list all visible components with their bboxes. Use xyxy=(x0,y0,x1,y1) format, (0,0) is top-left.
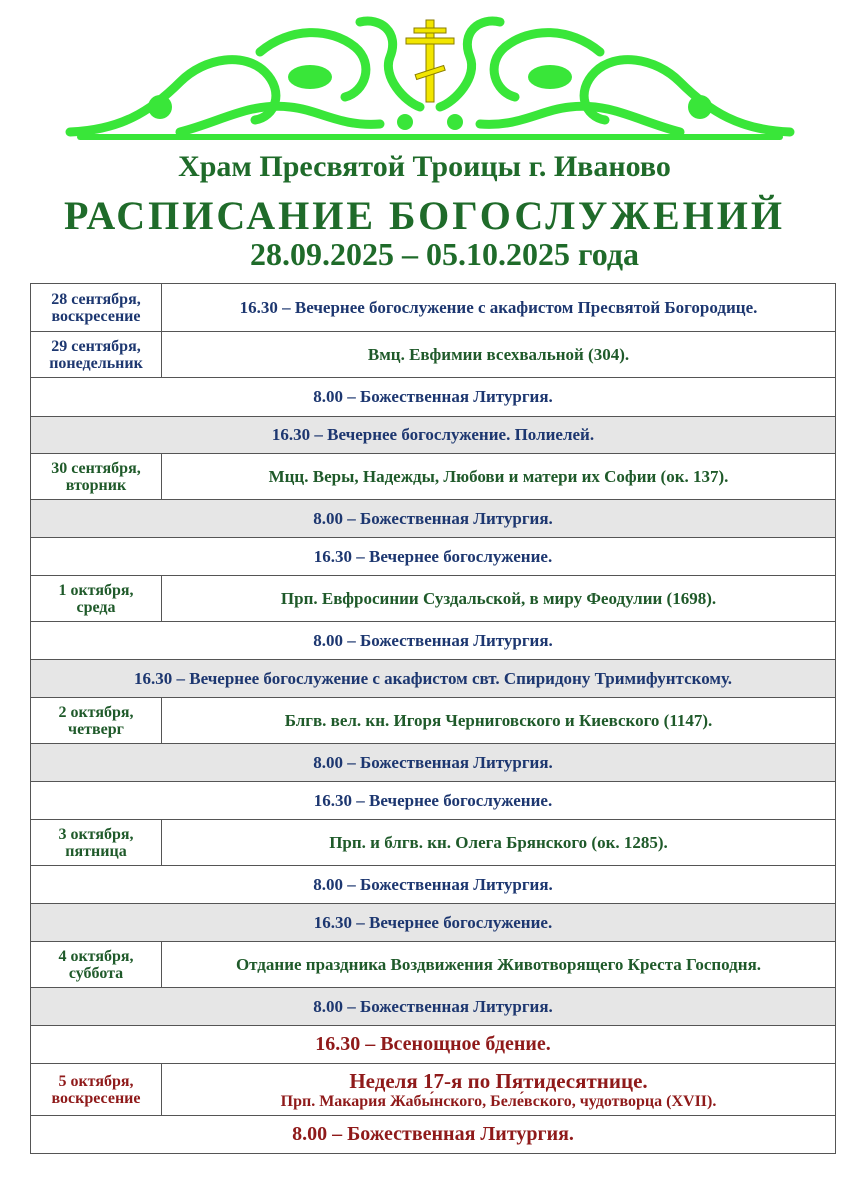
service-cell: Мцц. Веры, Надежды, Любови и матери их Софии (ок. 137). xyxy=(162,454,836,500)
table-row xyxy=(31,698,836,744)
table-row xyxy=(31,378,836,417)
service-cell: 16.30 – Вечернее богослужение с акафистом свт. Спиридону Тримифунтскому. xyxy=(31,660,836,698)
service-cell: Прп. и блгв. кн. Олега Брянского (ок. 1285). xyxy=(162,820,836,866)
table-row xyxy=(31,660,836,698)
feast-subtitle: Прп. Макария Жабы́нского, Беле́вского, чудотворца (XVII). xyxy=(280,1092,717,1110)
day-cell: 4 октября, суббота xyxy=(31,942,162,988)
table-row xyxy=(31,1116,836,1154)
cross-icon xyxy=(406,20,454,102)
service-cell: 8.00 – Божественная Литургия. xyxy=(31,500,836,538)
service-cell: 8.00 – Божественная Литургия. xyxy=(31,988,836,1026)
church-name: Храм Пресвятой Троицы г. Иваново xyxy=(178,150,671,183)
day-cell: 3 октября, пятница xyxy=(31,820,162,866)
service-cell: 8.00 – Божественная Литургия. xyxy=(31,866,836,904)
service-cell: 8.00 – Божественная Литургия. xyxy=(31,622,836,660)
day-cell: 30 сентября, вторник xyxy=(31,454,162,500)
service-cell: Прп. Евфросинии Суздальской, в миру Феодулии (1698). xyxy=(162,576,836,622)
day-cell: 1 октября, среда xyxy=(31,576,162,622)
service-cell: Блгв. вел. кн. Игоря Черниговского и Киевского (1147). xyxy=(162,698,836,744)
table-row xyxy=(31,782,836,820)
table-row xyxy=(31,1064,836,1116)
service-cell: 16.30 – Вечернее богослужение. xyxy=(31,904,836,942)
table-row xyxy=(31,820,836,866)
service-cell: 16.30 – Вечернее богослужение. xyxy=(31,782,836,820)
table-row xyxy=(31,622,836,660)
table-row xyxy=(31,417,836,454)
header-ornament xyxy=(60,12,800,152)
table-row xyxy=(31,332,836,378)
table-row xyxy=(31,988,836,1026)
service-cell: Отдание праздника Воздвижения Животворящего Креста Господня. xyxy=(162,942,836,988)
day-cell: 2 октября, четверг xyxy=(31,698,162,744)
table-row xyxy=(31,744,836,782)
day-cell: 28 сентября, воскресение xyxy=(31,284,162,332)
service-cell: 16.30 – Вечернее богослужение. Полиелей. xyxy=(31,417,836,454)
service-cell: 8.00 – Божественная Литургия. xyxy=(31,378,836,417)
day-cell: 29 сентября, понедельник xyxy=(31,332,162,378)
service-cell: 8.00 – Божественная Литургия. xyxy=(31,744,836,782)
table-row xyxy=(31,454,836,500)
table-row xyxy=(31,1026,836,1064)
day-cell: 5 октября, воскресение xyxy=(31,1064,162,1116)
page-title: РАСПИСАНИЕ БОГОСЛУЖЕНИЙ xyxy=(64,193,785,238)
service-cell: 16.30 – Всенощное бдение. xyxy=(31,1026,836,1064)
service-cell: 16.30 – Вечернее богослужение с акафистом Пресвятой Богородице. xyxy=(162,284,836,332)
date-range: 28.09.2025 – 05.10.2025 года xyxy=(250,236,639,272)
service-cell: 8.00 – Божественная Литургия. xyxy=(31,1116,836,1154)
service-cell: 16.30 – Вечернее богослужение. xyxy=(31,538,836,576)
table-row xyxy=(31,904,836,942)
table-row xyxy=(31,284,836,332)
table-row xyxy=(31,500,836,538)
table-row xyxy=(31,942,836,988)
service-cell: Вмц. Евфимии всехвальной (304). xyxy=(162,332,836,378)
feast-title: Неделя 17-я по Пятидесятнице. xyxy=(349,1068,648,1093)
table-row xyxy=(31,866,836,904)
schedule-table xyxy=(30,283,836,1154)
feast-cell xyxy=(162,1064,836,1116)
table-row xyxy=(31,538,836,576)
table-row xyxy=(31,576,836,622)
